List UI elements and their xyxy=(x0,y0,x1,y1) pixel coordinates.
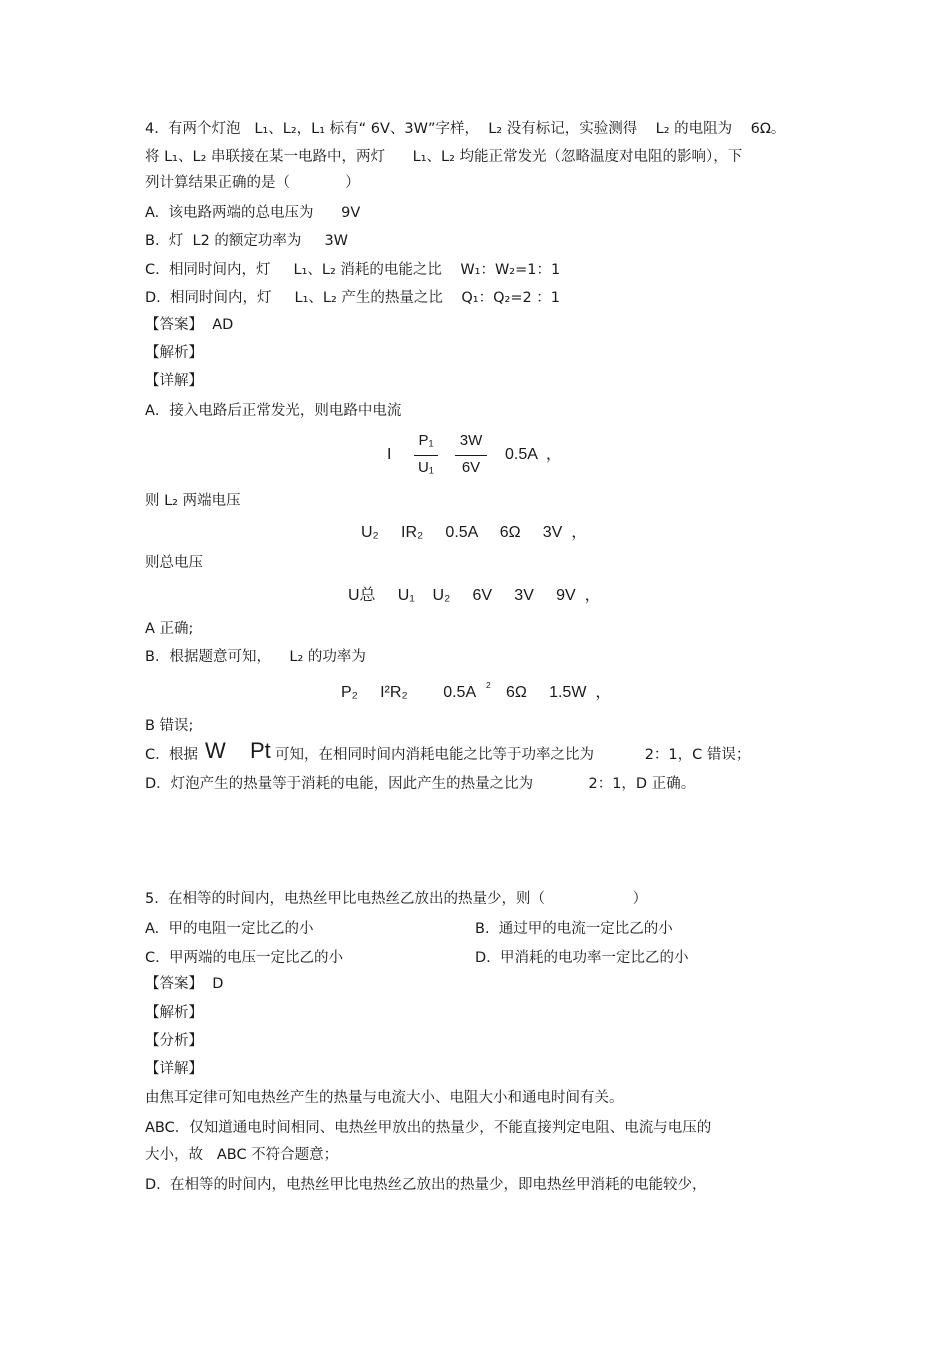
q4-part-c-prefix: C. 根据 xyxy=(145,747,198,763)
q4-option-a: A. 该电路两端的总电压为 9V xyxy=(145,205,361,221)
eq1-numerator-2: 3W xyxy=(459,432,483,449)
eq1-denominator-1: U₁ xyxy=(418,459,434,476)
q4-part-b-text: B．根据题意可知， L₂ 的功率为 xyxy=(145,649,366,665)
eq4-exponent: 2 xyxy=(486,680,491,690)
q4-stem-line-3: 列计算结果正确的是（ ） xyxy=(145,175,360,191)
eq1-lhs: I xyxy=(387,446,392,463)
q4-b-wrong: B 错误; xyxy=(145,718,194,734)
q4-l2-voltage-text: 则 L₂ 两端电压 xyxy=(145,493,241,509)
q4-detail-heading: 【详解】 xyxy=(145,373,203,389)
q4-a-correct: A 正确; xyxy=(145,621,194,637)
q4-part-a-text: A．接入电路后正常发光，则电路中电流 xyxy=(145,403,402,419)
q4-stem-line-1: 4. 有两个灯泡 L₁、L₂，L₁ 标有“ 6V、3W”字样， L₂ 没有标记，实验测得 L₂ 的电阻为 6Ω。 xyxy=(145,121,786,137)
formula-pt: Pt xyxy=(250,738,271,763)
eq1-fraction-bar-1 xyxy=(414,455,438,456)
q5-fenxi-heading: 【分析】 xyxy=(145,1033,203,1049)
q4-part-d-text: D．灯泡产生的热量等于消耗的电能，因此产生的热量之比为 2：1，D 正确。 xyxy=(145,776,696,792)
q5-paragraph-4: D. 在相等的时间内，电热丝甲比电热丝乙放出的热量少，即电热丝甲消耗的电能较少， xyxy=(145,1177,707,1193)
eq1-numerator-1: P₁ xyxy=(418,432,434,449)
q4-total-voltage-text: 则总电压 xyxy=(145,555,203,571)
eq2: U₂ IR₂ 0.5A 6Ω 3V ， xyxy=(361,524,588,541)
eq1-result: 0.5A ， xyxy=(505,446,562,463)
q5-stem: 5. 在相等的时间内，电热丝甲比电热丝乙放出的热量少，则（ ） xyxy=(145,891,648,907)
q4-analysis-heading: 【解析】 xyxy=(145,345,203,361)
q4-answer: 【答案】 AD xyxy=(145,317,234,333)
q5-detail-heading: 【详解】 xyxy=(145,1061,203,1077)
q4-option-d: D. 相同时间内，灯 L₁、L₂ 产生的热量之比 Q₁：Q₂=2 ：1 xyxy=(145,290,561,306)
eq4-main: P₂ I²R₂ 0.5A xyxy=(341,684,477,701)
q5-paragraph-3: 大小，故 ABC 不符合题意； xyxy=(145,1147,339,1163)
eq1-fraction-bar-2 xyxy=(455,455,487,456)
q4-option-c: C. 相同时间内，灯 L₁、L₂ 消耗的电能之比 W₁：W₂=1：1 xyxy=(145,262,561,278)
q4-part-c-text: 可知，在相同时间内消耗电能之比等于功率之比为 2：1，C 错误； xyxy=(275,747,751,763)
q5-option-c: C. 甲两端的电压一定比乙的小 xyxy=(145,950,343,966)
eq4-rest: 6Ω 1.5W ， xyxy=(506,684,612,701)
q4-option-b: B. 灯 L2 的额定功率为 3W xyxy=(145,233,349,249)
eq1-denominator-2: 6V xyxy=(461,459,481,476)
eq3: U总 U₁ U₂ 6V 3V 9V ， xyxy=(348,587,601,604)
q5-option-a: A. 甲的电阻一定比乙的小 xyxy=(145,921,314,937)
q5-option-b: B. 通过甲的电流一定比乙的小 xyxy=(475,921,673,937)
q5-analysis-heading: 【解析】 xyxy=(145,1005,203,1021)
q4-stem-line-2: 将 L₁、L₂ 串联接在某一电路中，两灯 L₁、L₂ 均能正常发光（忽略温度对电阻的影响），下 xyxy=(145,149,743,165)
q5-paragraph-2: ABC．仅知道通电时间相同、电热丝甲放出的热量少，不能直接判定电阻、电流与电压的 xyxy=(145,1120,712,1136)
q5-answer: 【答案】 D xyxy=(145,976,224,992)
formula-w: W xyxy=(205,738,226,763)
q5-paragraph-1: 由焦耳定律可知电热丝产生的热量与电流大小、电阻大小和通电时间有关。 xyxy=(145,1090,624,1106)
q5-option-d: D. 甲消耗的电功率一定比乙的小 xyxy=(475,950,689,966)
